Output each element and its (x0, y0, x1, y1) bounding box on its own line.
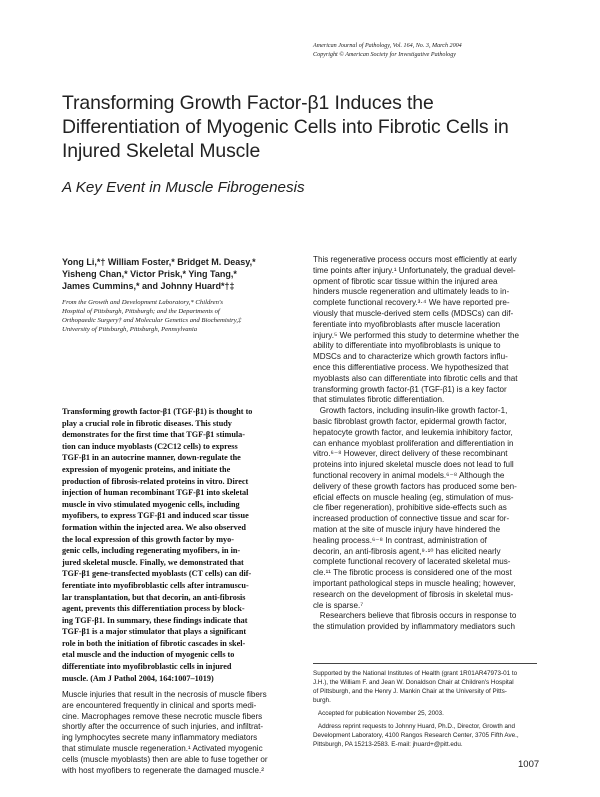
body-line: shortly after the occurrence of such injuries, and infiltrat- (62, 722, 264, 732)
body-line: proteins into injured skeletal muscle does not lead to full (313, 460, 514, 470)
body-line: with host myofibers to regenerate the damaged muscle.² (62, 765, 264, 775)
abstract-line: formation within the injected area. We also observed (62, 522, 246, 532)
body-line: that stimulate muscle regeneration.¹ Activated myogenic (62, 743, 263, 753)
title-line: Injured Skeletal Muscle (62, 140, 261, 162)
abstract (62, 406, 252, 684)
abstract-line: tion can induce myoblasts (C2C12 cells) to express (62, 441, 238, 451)
body-line: ability to differentiate into myofibroblasts is unique to (313, 341, 501, 351)
abstract-line: TGF-β1 is a major stimulator that plays a significant (62, 627, 247, 637)
body-line: decorin, an anti-fibrosis agent,⁹·¹⁰ has elicited nearly (313, 546, 501, 556)
title-line: Transforming Growth Factor-β1 Induces the (62, 92, 434, 114)
body-line: complete functional recovery of lacerated skeletal mus- (313, 557, 511, 567)
body-line: the stimulation provided by inflammatory mediators such (313, 622, 515, 632)
abstract-line: production of fibrosis-related proteins in vitro. Direct (62, 476, 249, 486)
abstract-line: etal muscle and the induction of myogenic cells to (62, 650, 235, 660)
body-line: hepatocyte growth factor, and leukemia inhibitory factor, (313, 427, 513, 437)
footnote-line: J.H.), the William F. and Jean W. Donaldson Chair at Children's Hospital (313, 679, 514, 686)
body-line: healing process.⁶⁻⁸ In contrast, administration of (313, 535, 487, 545)
abstract-line: the local expression of this growth factor by myo- (62, 534, 234, 544)
footnotes (313, 669, 519, 749)
body-line: opment of fibrotic scar tissue within the injured area (313, 276, 498, 286)
abstract-line: expression of myogenic proteins, and initiate the (62, 464, 231, 474)
footnote-line: Accepted for publication November 25, 2003. (313, 710, 444, 717)
author-line: Yisheng Chan,* Victor Prisk,* Ying Tang,* (62, 269, 237, 279)
footnote-line: Pittsburgh, PA 15213-2583. E-mail: jhuard+@pitt.edu. (313, 741, 463, 748)
abstract-line: agent, prevents this differentiation process by block- (62, 604, 245, 614)
abstract-line: muscle. (Am J Pathol 2004, 164:1007–1019) (62, 673, 214, 683)
body-line: that stimulates fibrotic differentiation. (313, 395, 445, 405)
abstract-line: TGF-β1 gene-transfected myoblasts (CT cells) can dif- (62, 569, 252, 579)
affiliation-line: Orthopaedic Surgery† and Molecular Genetics and Biochemistry,‡ (62, 317, 242, 324)
abstract-line: Transforming growth factor-β1 (TGF-β1) is thought to (62, 407, 253, 416)
body-line: cle fiber regeneration), prohibitive side-effects such as (313, 503, 507, 513)
right-body-text (313, 255, 519, 633)
abstract-line: genic cells, including regenerating myofibers, in in- (62, 546, 241, 556)
article-subtitle: A Key Event in Muscle Fibrogenesis (62, 179, 305, 196)
body-line: cells (muscle myoblasts) then are able to fuse together or (62, 754, 268, 764)
page-number: 1007 (518, 759, 540, 770)
body-line: hinders muscle regeneration and ultimately leads to in- (313, 287, 510, 297)
affiliation-line: University of Pittsburgh, Pittsburgh, Pennsylvania (62, 326, 198, 333)
abstract-line: differentiate into myofibroblastic cells in injured (62, 662, 232, 672)
abstract-line: TGF-β1 in an autocrine manner, down-regulate the (62, 453, 241, 463)
body-line: increased production of connective tissue and scar for- (313, 514, 510, 524)
body-line: time points after injury.¹ Unfortunately, the gradual devel- (313, 265, 516, 275)
journal-copyright: Copyright © American Society for Investigative Pathology (313, 52, 456, 58)
abstract-line: role in both the initiation of fibrotic cascades in skel- (62, 638, 246, 648)
affiliation (62, 298, 241, 334)
body-line: complete functional recovery.³·⁴ We have reported pre- (313, 298, 510, 308)
left-body-text (62, 690, 268, 776)
body-line: delivery of these growth factors has produced some ben- (313, 481, 517, 491)
body-line: Muscle injuries that result in the necrosis of muscle fibers (62, 690, 267, 699)
body-line: cine. Macrophages remove these necrotic muscle fibers (62, 711, 263, 721)
article-title (62, 91, 509, 163)
body-line: can enhance myoblast proliferation and differentiation in (313, 438, 514, 448)
body-line: mation at the site of muscle injury have hindered the (313, 524, 501, 534)
abstract-line: muscle in vivo stimulated myogenic cells, including (62, 499, 240, 509)
journal-citation: American Journal of Pathology, Vol. 164, No. 3, March 2004 (313, 43, 462, 49)
body-line: basic fibroblast growth factor, epidermal growth factor, (313, 416, 507, 426)
body-line: ence this differentiative process. We hypothesized that (313, 362, 509, 372)
body-line: transforming growth factor-β1 (TGF-β1) is a key factor (313, 384, 507, 394)
body-line: Growth factors, including insulin-like growth factor-1, (313, 406, 508, 416)
body-line: eficial effects on muscle healing (eg, stimulation of mus- (313, 492, 514, 502)
title-line: Differentiation of Myogenic Cells into Fibrotic Cells in (62, 116, 509, 138)
body-line: injury.⁵ We performed this study to determine whether the (313, 330, 519, 340)
footnote-line: burgh. (313, 697, 331, 704)
body-line: Researchers believe that fibrosis occurs in response to (313, 611, 517, 621)
body-line: MDSCs and to characterize which growth factors influ- (313, 352, 508, 362)
body-line: viously that muscle-derived stem cells (MDSCs) can dif- (313, 308, 514, 318)
affiliation-line: From the Growth and Development Laboratory,* Children's (62, 299, 223, 306)
abstract-line: demonstrates for the first time that TGF-β1 stimula- (62, 430, 245, 440)
abstract-line: lar transplantation, but that decorin, an anti-fibrosis (62, 592, 246, 602)
body-line: vitro.⁶⁻⁸ However, direct delivery of these recombinant (313, 449, 508, 459)
footnote-line: of Pittsburgh, and the Henry J. Mankin Chair at the University of Pitts- (313, 688, 507, 695)
abstract-line: injection of human recombinant TGF-β1 into skeletal (62, 488, 249, 498)
abstract-line: play a crucial role in fibrotic diseases. This study (62, 418, 232, 428)
footnote-rule (313, 663, 537, 664)
affiliation-line: Hospital of Pittsburgh, Pittsburgh; and the Departments of (62, 308, 220, 315)
abstract-line: ferentiate into myofibroblastic cells after intramuscu- (62, 580, 249, 590)
body-line: functional recovery in animal models.⁶⁻⁸ Although the (313, 470, 505, 480)
abstract-line: myofibers, to express TGF-β1 and induced scar tissue (62, 511, 249, 521)
footnote-line: Development Laboratory, 4100 Rangos Research Center, 3705 Fifth Ave., (313, 732, 519, 739)
body-line: research on the development of fibrosis in skeletal mus- (313, 589, 514, 599)
body-line: ferentiate into myofibroblasts after muscle laceration (313, 319, 501, 329)
body-line: are encountered frequently in clinical and sports medi- (62, 700, 257, 710)
footnote-line: Supported by the National Institutes of Health (grant 1R01AR47973-01 to (313, 670, 518, 677)
author-line: James Cummins,* and Johnny Huard*†‡ (62, 281, 235, 291)
body-line: ing lymphocytes secrete many inflammatory mediators (62, 733, 258, 743)
author-list (62, 256, 256, 292)
body-line: myoblasts also can differentiate into fibrotic cells and that (313, 373, 518, 383)
author-line: Yong Li,*† William Foster,* Bridget M. Deasy,* (62, 257, 256, 267)
abstract-line: ing TGF-β1. In summary, these findings indicate that (62, 615, 248, 625)
abstract-line: jured skeletal muscle. Finally, we demonstrated that (62, 557, 244, 567)
footnote-line: Address reprint requests to Johnny Huard, Ph.D., Director, Growth and (313, 723, 515, 730)
body-line: important pathological steps in muscle healing; however, (313, 578, 516, 588)
body-line: This regenerative process occurs most efficiently at early (313, 255, 517, 264)
body-line: cle is sparse.⁷ (313, 600, 364, 610)
body-line: cle.¹¹ The fibrotic process is considered one of the most (313, 568, 512, 578)
